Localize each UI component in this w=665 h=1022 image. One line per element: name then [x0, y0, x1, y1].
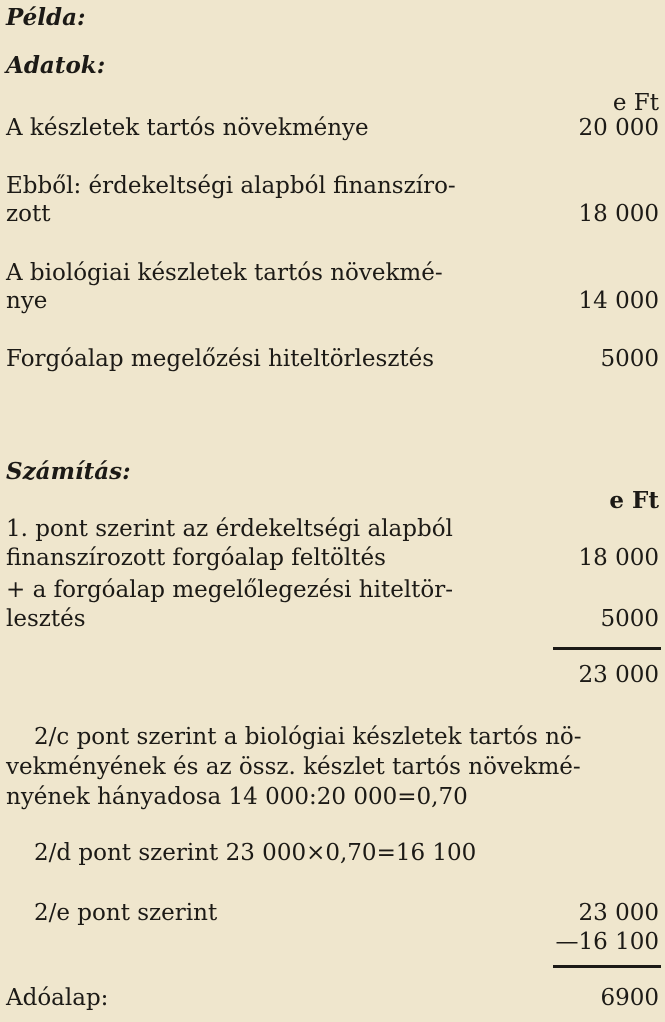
calc-sum-value: 23 000: [578, 662, 659, 688]
value-2e-1: 23 000: [578, 900, 659, 926]
data-row-2-label-line1: Ebből: érdekeltségi alapból finanszíro-: [6, 173, 456, 199]
data-row-3-label-line1: A biológiai készletek tartós növekmé-: [6, 260, 443, 286]
data-row-2-label-line2: zott: [6, 201, 51, 227]
unit-label: e Ft: [612, 90, 659, 116]
calc-line-3: + a forgóalap megelőlegezési hiteltör-: [6, 577, 454, 603]
data-row-4-label: Forgóalap megelőzési hiteltörlesztés: [6, 346, 435, 372]
value-2e-2: —16 100: [555, 929, 659, 955]
para-2c-line2: vekményének és az össz. készlet tartós növekmé-: [6, 754, 581, 780]
data-row-2-value: 18 000: [578, 201, 659, 227]
data-row-1-label: A készletek tartós növekménye: [6, 115, 369, 141]
calc-value-1: 18 000: [578, 545, 659, 571]
calc-value-2: 5000: [600, 606, 659, 632]
para-2c-line1: 2/c pont szerint a biológiai készletek tartós nö-: [34, 724, 582, 750]
calc-line-2: finanszírozott forgóalap feltöltés: [6, 545, 386, 571]
data-row-1-value: 20 000: [578, 115, 659, 141]
calc-line-4: lesztés: [6, 606, 86, 632]
data-heading: Adatok:: [6, 52, 106, 79]
example-label: Példa:: [6, 4, 86, 31]
data-row-3-value: 14 000: [578, 288, 659, 314]
sum-rule: [553, 647, 661, 650]
calc-heading: Számítás:: [6, 458, 131, 485]
tax-base-label: Adóalap:: [6, 985, 109, 1011]
para-2c-line3: nyének hányadosa 14 000:20 000=0,70: [6, 784, 468, 810]
data-row-4-value: 5000: [600, 346, 659, 372]
para-2e: 2/e pont szerint: [34, 900, 218, 926]
tax-base-value: 6900: [600, 985, 659, 1011]
calc-unit-label: e Ft: [609, 487, 659, 514]
result-rule: [553, 965, 661, 968]
calc-line-1: 1. pont szerint az érdekeltségi alapból: [6, 516, 453, 542]
para-2d: 2/d pont szerint 23 000×0,70=16 100: [34, 840, 477, 866]
data-row-3-label-line2: nye: [6, 288, 48, 314]
